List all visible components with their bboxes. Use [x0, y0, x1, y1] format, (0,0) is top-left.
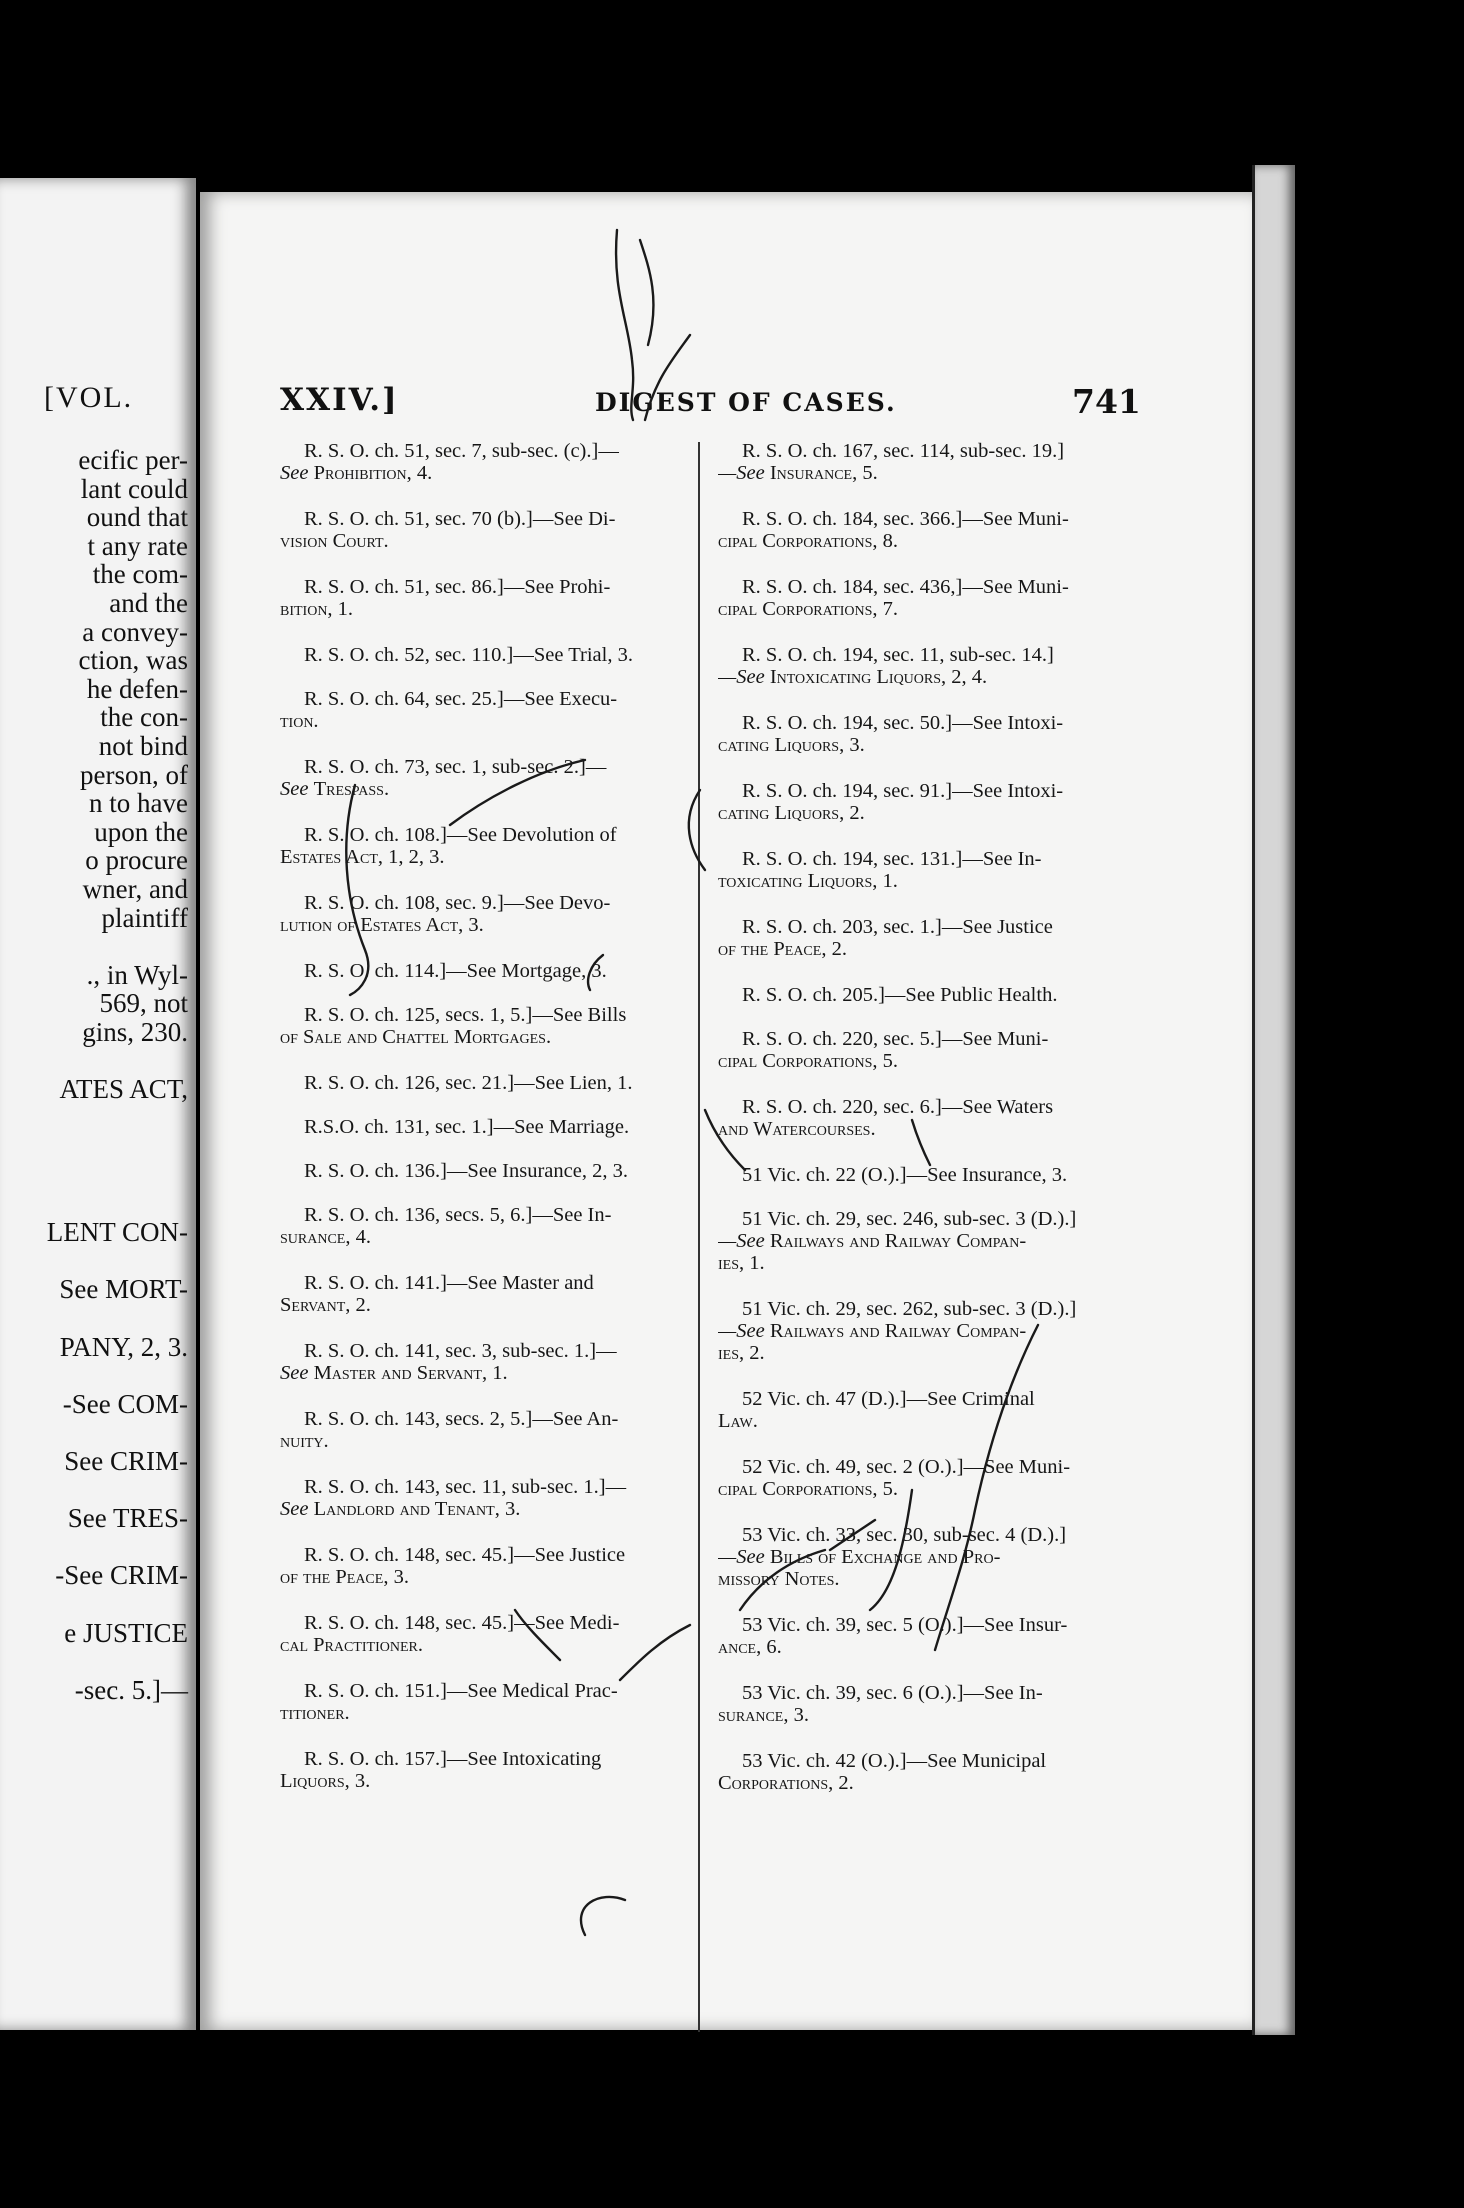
- entry-line: R. S. O. ch. 194, sec. 11, sub-sec. 14.]: [742, 644, 1054, 666]
- previous-page-line: ., in Wyl-: [86, 959, 188, 990]
- digest-entry: [718, 508, 1134, 552]
- digest-entry: [280, 1408, 696, 1452]
- page-number: 741: [1072, 382, 1141, 421]
- entry-line: 52 Vic. ch. 47 (D.).]—See Criminal: [742, 1388, 1035, 1410]
- entry-line: R. S. O. ch. 51, sec. 7, sub-sec. (c).]—: [304, 440, 619, 462]
- entry-continuation: [280, 1294, 696, 1316]
- entry-line: R. S. O. ch. 220, sec. 5.]—See Muni-: [742, 1028, 1049, 1050]
- entry-continuation: [280, 1566, 696, 1588]
- digest-entry: [718, 1164, 1134, 1186]
- cross-reference-heading: Intoxicating Liquors, 2, 4.: [769, 666, 988, 688]
- digest-entry: [280, 688, 696, 732]
- entry-continuation: [718, 530, 1134, 552]
- previous-page-volume-header: [VOL.: [44, 381, 134, 414]
- entry-continuation: [280, 1430, 696, 1452]
- digest-entry: [280, 1204, 696, 1248]
- entry-line: R. S. O. ch. 136.]—See Insurance, 2, 3.: [304, 1160, 628, 1182]
- previous-page-line: PANY, 2, 3.: [59, 1331, 188, 1362]
- previous-page-line: wner, and: [82, 874, 188, 904]
- digest-page: [200, 192, 1252, 2030]
- see-reference: —See: [718, 462, 770, 484]
- digest-entry: [718, 780, 1134, 824]
- see-reference: See: [280, 1362, 314, 1384]
- previous-page-line: -See COM-: [62, 1388, 188, 1419]
- cross-reference-heading: tion.: [280, 710, 319, 732]
- digest-entry: [718, 1028, 1134, 1072]
- entry-continuation: [280, 1498, 696, 1520]
- previous-page-line: the con-: [100, 702, 188, 733]
- entry-line: R. S. O. ch. 143, sec. 11, sub-sec. 1.]—: [304, 1476, 627, 1498]
- digest-entry: [718, 1096, 1134, 1140]
- cross-reference-heading: cipal Corporations, 8.: [718, 530, 899, 552]
- entry-line: 51 Vic. ch. 29, sec. 246, sub-sec. 3 (D.).]: [742, 1208, 1077, 1230]
- entry-line: R. S. O. ch. 125, secs. 1, 5.]—See Bills: [304, 1004, 627, 1026]
- page-edge: [1252, 165, 1295, 2035]
- entry-continuation: [280, 462, 696, 484]
- digest-entry: [718, 1388, 1134, 1432]
- previous-page-line: See TRES-: [67, 1503, 188, 1534]
- entry-line: R. S. O. ch. 167, sec. 114, sub-sec. 19.]: [742, 440, 1065, 462]
- previous-page-line: upon the: [94, 816, 188, 847]
- see-reference: —See: [718, 1546, 770, 1568]
- column-divider: [698, 442, 700, 2032]
- digest-entry: [280, 1680, 696, 1724]
- previous-page-line: and the: [109, 588, 188, 618]
- previous-page-line: 569, not: [99, 988, 188, 1019]
- entry-continuation: [718, 1546, 1134, 1568]
- entry-line: R. S. O. ch. 108.]—See Devolution of: [304, 824, 617, 846]
- entry-continuation: ies, 1.: [718, 1252, 765, 1274]
- cross-reference-heading: nuity.: [280, 1430, 329, 1452]
- digest-entry: [718, 1208, 1134, 1274]
- entry-line: R. S. O. ch. 114.]—See Mortgage, 3.: [304, 960, 607, 982]
- digest-entry: [280, 576, 696, 620]
- cross-reference-heading: Servant, 2.: [280, 1294, 371, 1316]
- cross-reference-heading: of the Peace, 3.: [280, 1566, 409, 1588]
- entry-line: 51 Vic. ch. 22 (O.).]—See Insurance, 3.: [742, 1164, 1068, 1186]
- entry-continuation: [280, 778, 696, 800]
- cross-reference-heading: ance, 6.: [718, 1636, 782, 1658]
- previous-page-line: o procure: [85, 845, 188, 876]
- previous-page-line: ound that: [86, 502, 188, 533]
- entry-line: R. S. O. ch. 52, sec. 110.]—See Trial, 3.: [304, 644, 633, 666]
- entry-continuation: [280, 710, 696, 732]
- previous-page-line: ecific per-: [78, 445, 188, 475]
- entry-line: R. S. O. ch. 151.]—See Medical Prac-: [304, 1680, 618, 1702]
- cross-reference-heading: Insurance, 5.: [769, 462, 878, 484]
- see-reference: See: [280, 778, 314, 800]
- digest-entry: [718, 1456, 1134, 1500]
- cross-reference-heading: cipal Corporations, 5.: [718, 1478, 899, 1500]
- cross-reference-heading: lution of Estates Act, 3.: [280, 914, 484, 936]
- cross-reference-heading: surance, 3.: [718, 1704, 809, 1726]
- entry-line: R. S. O. ch. 64, sec. 25.]—See Execu-: [304, 688, 618, 710]
- entry-line: R. S. O. ch. 141.]—See Master and: [304, 1272, 594, 1294]
- entry-line: R. S. O. ch. 73, sec. 1, sub-sec. 2.]—: [304, 756, 607, 778]
- entry-line: 53 Vic. ch. 39, sec. 6 (O.).]—See In-: [742, 1682, 1043, 1704]
- cross-reference-heading: Corporations, 2.: [718, 1772, 854, 1794]
- digest-entry: [718, 1298, 1134, 1364]
- entry-continuation: ies, 2.: [718, 1342, 765, 1364]
- digest-entry: [280, 508, 696, 552]
- digest-entry: [280, 892, 696, 936]
- digest-entry: [718, 644, 1134, 688]
- entry-line: R. S. O. ch. 136, secs. 5, 6.]—See In-: [304, 1204, 612, 1226]
- previous-page-line: lant could: [80, 473, 188, 504]
- digest-entry: [280, 1072, 696, 1094]
- see-reference: See: [280, 1498, 314, 1520]
- previous-page-line: -See CRIM-: [55, 1560, 188, 1591]
- previous-page-strip: [0, 178, 196, 2030]
- cross-reference-heading: cipal Corporations, 7.: [718, 598, 899, 620]
- digest-entry: [280, 824, 696, 868]
- entry-line: R. S. O. ch. 184, sec. 366.]—See Muni-: [742, 508, 1069, 530]
- page-title: DIGEST OF CASES.: [595, 388, 897, 417]
- entry-line: 53 Vic. ch. 33, sec. 30, sub-sec. 4 (D.).]: [742, 1524, 1067, 1546]
- cross-reference-heading: titioner.: [280, 1702, 350, 1724]
- entry-line: 51 Vic. ch. 29, sec. 262, sub-sec. 3 (D.).]: [742, 1298, 1077, 1320]
- digest-entry: [280, 1004, 696, 1048]
- digest-entry: [280, 644, 696, 666]
- cross-reference-heading: vision Court.: [280, 530, 389, 552]
- cross-reference-heading: cating Liquors, 2.: [718, 802, 865, 824]
- entry-continuation: [718, 938, 1134, 960]
- previous-page-line: person, of: [80, 759, 188, 790]
- entry-continuation: [280, 1362, 696, 1384]
- entry-continuation: [718, 462, 1134, 484]
- entry-continuation: [280, 1770, 696, 1792]
- entry-line: R. S. O. ch. 194, sec. 50.]—See Intoxi-: [742, 712, 1064, 734]
- volume-header: XXIV.]: [280, 382, 399, 418]
- cross-reference-heading: Law.: [718, 1410, 758, 1432]
- cross-reference-heading: cating Liquors, 3.: [718, 734, 865, 756]
- cross-reference-heading: Railways and Railway Compan-: [769, 1230, 1027, 1252]
- digest-entry: [280, 1748, 696, 1792]
- entry-continuation: [718, 734, 1134, 756]
- previous-page-line: LENT CON-: [46, 1217, 188, 1248]
- digest-entry: [718, 984, 1134, 1006]
- entry-continuation: [280, 1702, 696, 1724]
- digest-entry: [280, 1476, 696, 1520]
- cross-reference-heading: Landlord and Tenant, 3.: [313, 1498, 521, 1520]
- previous-page-line: See MORT-: [59, 1274, 188, 1305]
- previous-page-line: n to have: [89, 788, 188, 819]
- cross-reference-heading: cipal Corporations, 5.: [718, 1050, 899, 1072]
- entry-line: R.S.O. ch. 131, sec. 1.]—See Marriage.: [304, 1116, 630, 1138]
- digest-entry: [280, 1340, 696, 1384]
- entry-continuation: [280, 1634, 696, 1656]
- entry-line: R. S. O. ch. 194, sec. 131.]—See In-: [742, 848, 1042, 870]
- cross-reference-heading: of Sale and Chattel Mortgages.: [280, 1026, 552, 1048]
- cross-reference-heading: cal Practitioner.: [280, 1634, 423, 1656]
- entry-continuation: [718, 1772, 1134, 1794]
- previous-page-line: he defen-: [86, 673, 188, 704]
- entry-line: 53 Vic. ch. 39, sec. 5 (O.).]—See Insur-: [742, 1614, 1068, 1636]
- entry-line: 52 Vic. ch. 49, sec. 2 (O.).]—See Muni-: [742, 1456, 1071, 1478]
- entry-continuation: [718, 1478, 1134, 1500]
- entry-line: R. S. O. ch. 51, sec. 86.]—See Prohi-: [304, 576, 611, 598]
- entry-continuation: missory Notes.: [718, 1568, 840, 1590]
- digest-entry: [718, 848, 1134, 892]
- digest-entry: [718, 712, 1134, 756]
- previous-page-line: See CRIM-: [64, 1446, 188, 1476]
- entry-line: R. S. O. ch. 220, sec. 6.]—See Waters: [742, 1096, 1054, 1118]
- entry-line: R. S. O. ch. 143, secs. 2, 5.]—See An-: [304, 1408, 619, 1430]
- digest-entry: [280, 1272, 696, 1316]
- cross-reference-heading: toxicating Liquors, 1.: [718, 870, 898, 892]
- digest-entry: [718, 440, 1134, 484]
- entry-line: R. S. O. ch. 194, sec. 91.]—See Intoxi-: [742, 780, 1064, 802]
- entry-line: R. S. O. ch. 205.]—See Public Health.: [742, 984, 1058, 1006]
- entry-line: R. S. O. ch. 51, sec. 70 (b).]—See Di-: [304, 508, 616, 530]
- digest-entry: [280, 1160, 696, 1182]
- entry-continuation: [718, 1118, 1134, 1140]
- entry-continuation: [280, 530, 696, 552]
- digest-entry: [280, 1544, 696, 1588]
- cross-reference-heading: Master and Servant, 1.: [313, 1362, 508, 1384]
- see-reference: —See: [718, 1320, 770, 1342]
- digest-entry: [718, 916, 1134, 960]
- cross-reference-heading: Trespass.: [313, 778, 390, 800]
- cross-reference-heading: and Watercourses.: [718, 1118, 876, 1140]
- cross-reference-heading: Liquors, 3.: [280, 1770, 371, 1792]
- entry-continuation: [718, 1050, 1134, 1072]
- entry-continuation: [280, 914, 696, 936]
- cross-reference-heading: bition, 1.: [280, 598, 354, 620]
- previous-page-line: the com-: [92, 559, 188, 590]
- previous-page-line: ATES ACT,: [59, 1074, 188, 1105]
- digest-entry: [718, 1682, 1134, 1726]
- entry-continuation: [718, 666, 1134, 688]
- see-reference: See: [280, 462, 314, 484]
- cross-reference-heading: Bills of Exchange and Pro-: [769, 1546, 1001, 1568]
- entry-continuation: [280, 598, 696, 620]
- digest-entry: [280, 960, 696, 982]
- cross-reference-heading: of the Peace, 2.: [718, 938, 847, 960]
- entry-continuation: [718, 1230, 1134, 1252]
- entry-continuation: [718, 1410, 1134, 1432]
- see-reference: —See: [718, 1230, 770, 1252]
- entry-continuation: [718, 1704, 1134, 1726]
- entry-continuation: [280, 846, 696, 868]
- cross-reference-heading: surance, 4.: [280, 1226, 371, 1248]
- entry-continuation: [718, 1636, 1134, 1658]
- entry-line: R. S. O. ch. 148, sec. 45.]—See Medi-: [304, 1612, 620, 1634]
- digest-entry: [280, 1612, 696, 1656]
- digest-entry: [280, 1116, 696, 1138]
- see-reference: —See: [718, 666, 770, 688]
- previous-page-line: -sec. 5.]—: [74, 1674, 188, 1705]
- previous-page-line: t any rate: [87, 530, 188, 561]
- entry-line: R. S. O. ch. 148, sec. 45.]—See Justice: [304, 1544, 626, 1566]
- digest-entry: [280, 440, 696, 484]
- cross-reference-heading: Prohibition, 4.: [313, 462, 433, 484]
- entry-line: 53 Vic. ch. 42 (O.).]—See Municipal: [742, 1750, 1047, 1772]
- previous-page-line: gins, 230.: [82, 1017, 188, 1047]
- entry-continuation: [280, 1226, 696, 1248]
- digest-entry: [718, 576, 1134, 620]
- entry-line: R. S. O. ch. 184, sec. 436,]—See Muni-: [742, 576, 1069, 598]
- entry-line: R. S. O. ch. 126, sec. 21.]—See Lien, 1.: [304, 1072, 633, 1094]
- previous-page-line: plaintiff: [101, 902, 188, 933]
- digest-entry: [718, 1524, 1134, 1590]
- entry-line: R. S. O. ch. 141, sec. 3, sub-sec. 1.]—: [304, 1340, 617, 1362]
- digest-entry: [280, 756, 696, 800]
- previous-page-line: not bind: [98, 731, 188, 761]
- entry-continuation: [718, 1320, 1134, 1342]
- entry-line: R. S. O. ch. 157.]—See Intoxicating: [304, 1748, 602, 1770]
- entry-continuation: [280, 1026, 696, 1048]
- entry-continuation: [718, 598, 1134, 620]
- entry-continuation: [718, 802, 1134, 824]
- digest-entry: [718, 1750, 1134, 1794]
- entry-line: R. S. O. ch. 108, sec. 9.]—See Devo-: [304, 892, 611, 914]
- digest-entry: [718, 1614, 1134, 1658]
- previous-page-line: a convey-: [82, 616, 188, 647]
- previous-page-line: ction, was: [78, 645, 188, 676]
- cross-reference-heading: Estates Act, 1, 2, 3.: [280, 846, 445, 868]
- previous-page-line: e JUSTICE: [64, 1617, 188, 1648]
- entry-line: R. S. O. ch. 203, sec. 1.]—See Justice: [742, 916, 1053, 938]
- entry-continuation: [718, 870, 1134, 892]
- cross-reference-heading: Railways and Railway Compan-: [769, 1320, 1027, 1342]
